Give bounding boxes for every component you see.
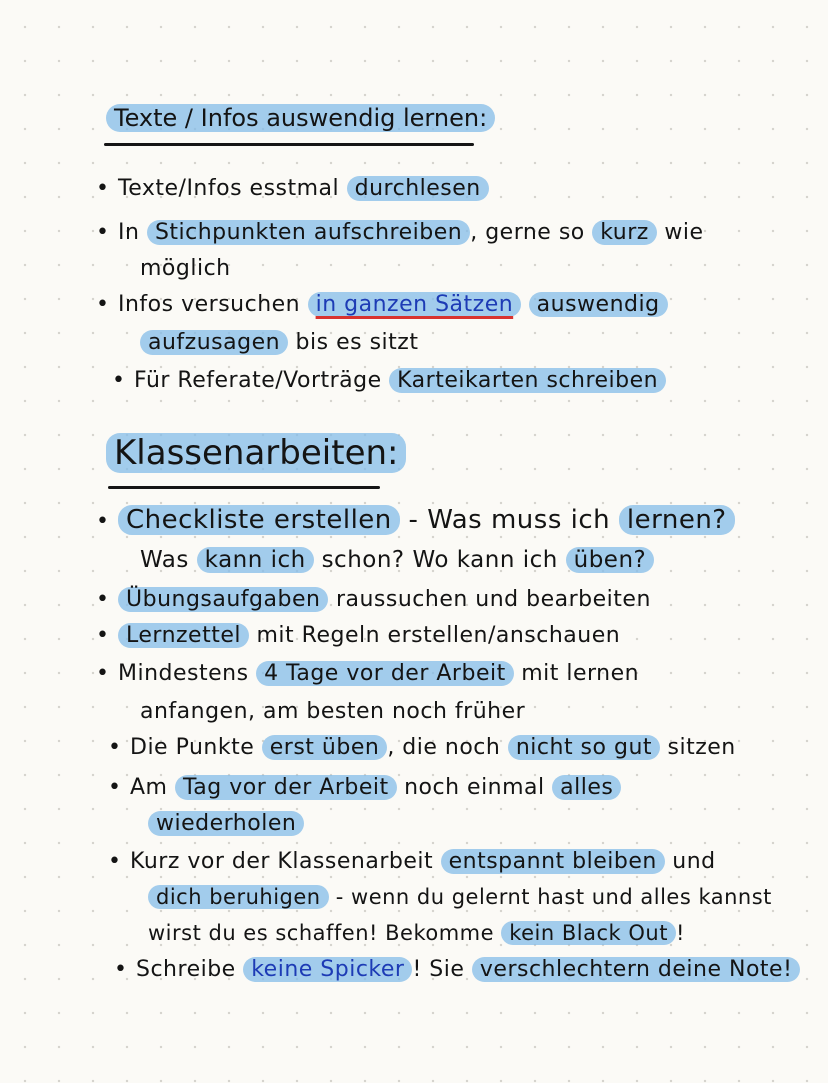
highlighted-text: auswendig (529, 292, 668, 317)
heading-underline (108, 486, 380, 489)
note-text: - wenn du gelernt hast und alles kannst (328, 885, 772, 909)
bullet-point: • (108, 775, 122, 800)
note-text: Schreibe (136, 957, 244, 982)
highlighted-text: Stichpunkten aufschreiben (147, 220, 470, 245)
bullet-point: • (112, 368, 126, 393)
note-text: , die noch (387, 735, 508, 760)
note-line (126, 811, 304, 836)
note-line (118, 256, 231, 281)
highlighted-text: Tag vor der Arbeit (175, 775, 397, 800)
note-text: Für Referate/Vorträge (134, 368, 390, 393)
note-text: sitzen (660, 735, 736, 760)
bullet-point: • (96, 292, 110, 317)
note-text: Was (140, 547, 197, 573)
bullet-point: • (96, 220, 110, 245)
highlighted-text: verschlechtern deine Note! (472, 957, 801, 982)
note-line (96, 176, 489, 201)
note-text: anfangen, am besten noch früher (140, 699, 526, 724)
bullet-point: • (96, 623, 110, 648)
highlighted-text: Checkliste erstellen (118, 505, 400, 535)
highlighted-text: keine Spicker (243, 957, 412, 982)
note-text: Mindestens (118, 661, 257, 686)
bullet-point: • (96, 587, 110, 612)
bullet-point: • (108, 849, 122, 874)
note-text: noch einmal (396, 775, 553, 800)
note-text (521, 292, 529, 317)
bullet-point: • (114, 957, 128, 982)
note-text: ! (675, 921, 685, 945)
note-text: Am (130, 775, 175, 800)
note-line (96, 587, 651, 612)
note-line (96, 220, 703, 245)
note-text: mit lernen (513, 661, 640, 686)
highlighted-text: Karteikarten schreiben (389, 368, 666, 393)
note-text: ! Sie (412, 957, 472, 982)
note-line (126, 885, 772, 909)
note-text: bis es sitzt (288, 330, 419, 355)
note-text: - Was muss ich (399, 505, 619, 535)
bullet-point: • (108, 735, 122, 760)
note-line (126, 921, 685, 945)
highlighted-text: üben? (566, 547, 655, 573)
highlighted-text: 4 Tage vor der Arbeit (256, 661, 514, 686)
highlighted-text: alles (552, 775, 621, 800)
heading-text: Texte / Infos auswendig lernen: (106, 104, 495, 132)
highlighted-text: lernen? (619, 505, 735, 535)
highlighted-text: in ganzen Sätzen (308, 292, 522, 317)
note-line (118, 547, 654, 573)
note-text: möglich (140, 256, 231, 281)
section-heading-klassenarbeiten (106, 433, 406, 473)
section-klassenarbeiten-list (96, 505, 816, 1005)
note-line (108, 849, 716, 874)
highlighted-text: aufzusagen (140, 330, 288, 355)
note-text: In (118, 220, 147, 245)
highlighted-text: erst üben (262, 735, 388, 760)
highlighted-text: Lernzettel (118, 623, 249, 648)
note-line (108, 775, 621, 800)
note-line (96, 661, 639, 686)
note-line (112, 368, 666, 393)
highlighted-text: Übungsaufgaben (118, 587, 328, 612)
note-text: Die Punkte (130, 735, 262, 760)
note-line (96, 505, 735, 535)
highlighted-text: kann ich (197, 547, 314, 573)
note-text: Infos versuchen (118, 292, 308, 317)
highlighted-text: wiederholen (148, 811, 304, 836)
bullet-point: • (96, 661, 110, 686)
note-line (108, 735, 736, 760)
note-line (118, 330, 418, 355)
note-text: wirst du es schaffen! Bekomme (148, 921, 502, 945)
bullet-point: • (96, 176, 110, 201)
note-line (96, 623, 620, 648)
note-text: Texte/Infos esstmal (118, 176, 347, 201)
note-text: wie (656, 220, 704, 245)
note-text: schon? Wo kann ich (313, 547, 566, 573)
note-text: und (664, 849, 716, 874)
bullet-point: • (96, 509, 110, 534)
note-line (114, 957, 800, 982)
note-line (118, 699, 525, 724)
note-text: Kurz vor der Klassenarbeit (130, 849, 441, 874)
highlighted-text: dich beruhigen (148, 885, 329, 909)
highlighted-text: kein Black Out (501, 921, 676, 945)
note-text: , gerne so (470, 220, 593, 245)
highlighted-text: kurz (592, 220, 657, 245)
highlighted-text: nicht so gut (508, 735, 660, 760)
section-heading-texte (106, 104, 495, 132)
section-texte-list (96, 172, 796, 412)
highlighted-text: durchlesen (347, 176, 489, 201)
heading-text: Klassenarbeiten: (106, 433, 406, 473)
note-line (96, 292, 668, 317)
note-text: mit Regeln erstellen/anschauen (249, 623, 621, 648)
heading-underline (104, 143, 474, 146)
note-text: raussuchen und bearbeiten (328, 587, 651, 612)
highlighted-text: entspannt bleiben (441, 849, 665, 874)
